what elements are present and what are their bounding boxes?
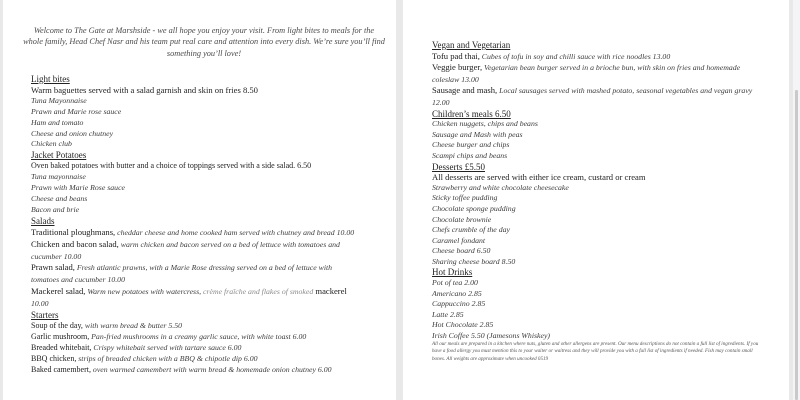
menu-item: Cheese and onion chutney	[31, 128, 114, 138]
menu-item: Chicken club	[31, 139, 72, 149]
item-description-tail: mackerel	[313, 286, 347, 297]
item-description: warm chicken and bacon served on a bed of lettuce with tomatoes and cucumber 10.00	[31, 239, 340, 261]
section-heading-light-bites: Light bites	[31, 74, 70, 84]
menu-item: Chocolate brownie	[432, 214, 492, 224]
section-heading-salads: Salads	[31, 215, 55, 226]
section-heading-jacket-potatoes: Jacket Potatoes	[31, 150, 87, 161]
item-name: Prawn salad,	[31, 262, 75, 273]
section-heading-hot-drinks: Hot Drinks	[432, 267, 473, 278]
item-description: Pan-fried mushrooms in a creamy garlic sauce, with white toast 6.00	[89, 331, 307, 341]
menu-item: Ham and tomato	[31, 117, 84, 127]
menu-item: Sausage and Mash with peas	[432, 129, 523, 139]
menu-item: Prawn with Marie Rose sauce	[31, 183, 125, 193]
item-name: Garlic mushroom,	[31, 331, 90, 341]
menu-item: Chicken nuggets, chips and beans	[432, 119, 538, 129]
scrollbar-thumb[interactable]	[795, 90, 798, 400]
menu-item	[31, 239, 361, 263]
item-name: Mackerel salad,	[31, 286, 86, 297]
menu-item	[432, 85, 762, 108]
welcome-intro: Welcome to The Gate at Marshside - we all hope you enjoy your visit. From light bites to meals for the whole family, Head Chef Nasr and his team put real care and attention into every dish. We’re sure you’ll find something you’ll love!	[23, 26, 385, 58]
item-description: Vegetarian bean burger served in a brioche bun, with skin on fries and homemade coleslaw 13.00	[432, 63, 741, 84]
item-name: Soup of the day,	[31, 320, 83, 330]
menu-item: Chefs crumble of the day	[432, 225, 510, 235]
item-description: Cubes of tofu in soy and chilli sauce with rice noodles 13.00	[479, 51, 671, 61]
menu-item	[31, 262, 361, 286]
item-description: Crispy whitebait served with tartare sauce 6.00	[91, 342, 242, 352]
menu-item	[31, 321, 361, 332]
section-heading-desserts: Desserts £5.50	[432, 161, 485, 172]
item-name: Breaded whitebait,	[31, 342, 92, 352]
allergen-notice: All our meals are prepared in a kitchen where nuts, gluten and other allergens are present. Our menu descriptions do not contain a full list of ingredients. If you have a food allergy you must mention this to your waiter or waitress and they will provide you with a full list of ingredients if needed. Fish may contain small bones. All weights are approximate when uncooked 0519	[432, 341, 759, 362]
right-menu-content	[432, 40, 762, 342]
menu-page-left	[3, 0, 396, 400]
item-description: Fresh atlantic prawns, with a Marie Rose dressing served on a bed of lettuce with tomatoes and cucumber 10.00	[31, 263, 333, 285]
left-menu-content	[31, 74, 361, 375]
menu-item	[31, 227, 361, 239]
section-heading-childrens-meals: Children’s meals 6.50	[432, 108, 511, 119]
menu-item: Latte 2.85	[432, 309, 464, 319]
menu-item	[31, 332, 361, 343]
menu-item	[432, 62, 762, 85]
item-name: Sausage and mash,	[432, 85, 498, 96]
menu-item: Strawberry and white chocolate cheesecake	[432, 182, 569, 192]
item-description: oven warmed camembert with warm bread & homemade onion chutney 6.00	[90, 364, 332, 374]
item-description: Local sausages served with mashed potato, seasonal vegetables and vegan gravy 12.00	[432, 86, 753, 107]
item-description: strips of breaded chicken with a BBQ & chipotle dip 6.00	[76, 353, 258, 363]
menu-item: Hot Chocolate 2.85	[432, 320, 494, 330]
menu-page-right	[403, 0, 789, 400]
menu-item	[31, 343, 361, 354]
item-price: 10.00	[31, 299, 49, 309]
menu-item	[31, 286, 361, 310]
menu-item: Scampi chips and beans	[432, 150, 508, 160]
menu-item: Chocolate sponge pudding	[432, 203, 516, 213]
item-description-light: crème fraîche and flakes of smoked	[201, 287, 314, 297]
menu-item: Sharing cheese board 8.50	[432, 256, 516, 266]
light-bites-intro: Warm baguettes served with a salad garnish and skin on fries 8.50	[31, 84, 258, 95]
menu-item: Tuna Mayonnaise	[31, 95, 87, 105]
menu-item: Irish Coffee 5.50 (Jamesons Whiskey)	[432, 331, 551, 341]
menu-item: Pot of tea 2.00	[432, 278, 478, 288]
item-description: with warm bread & butter 5.50	[82, 320, 183, 330]
menu-item: Cheese board 6.50	[432, 246, 491, 256]
menu-item: Bacon and brie	[31, 204, 80, 214]
item-description: Warm new potatoes with watercress,	[85, 287, 202, 297]
jacket-potatoes-intro: Oven baked potatoes with butter and a choice of toppings served with a side salad. 6.50	[31, 161, 312, 171]
menu-item: Cheese and beans	[31, 193, 88, 203]
menu-item	[432, 51, 762, 63]
menu-item: Cheese burger and chips	[432, 140, 510, 150]
menu-item	[31, 365, 361, 376]
menu-item: Sticky toffee pudding	[432, 193, 498, 203]
item-name: Traditional ploughmans,	[31, 226, 116, 237]
section-heading-starters: Starters	[31, 310, 59, 321]
item-name: Veggie burger,	[432, 62, 483, 73]
menu-item: Tuna mayonnaise	[31, 172, 86, 182]
menu-item: Caramel fondant	[432, 235, 486, 245]
menu-item: Americano 2.85	[432, 288, 482, 298]
item-name: Tofu pad thai,	[432, 50, 480, 61]
item-name: Chicken and bacon salad,	[31, 238, 119, 249]
menu-item: Cappuccino 2.85	[432, 299, 486, 309]
desserts-intro: All desserts are served with either ice cream, custard or cream	[432, 172, 646, 183]
item-description: cheddar cheese and home cooked ham served with chutney and bread 10.00	[115, 227, 355, 237]
item-name: BBQ chicken,	[31, 353, 77, 363]
menu-item	[31, 354, 361, 365]
item-name: Baked camembert,	[31, 364, 91, 374]
section-heading-vegan-vegetarian: Vegan and Vegetarian	[432, 40, 511, 50]
menu-item: Prawn and Marie rose sauce	[31, 106, 122, 116]
